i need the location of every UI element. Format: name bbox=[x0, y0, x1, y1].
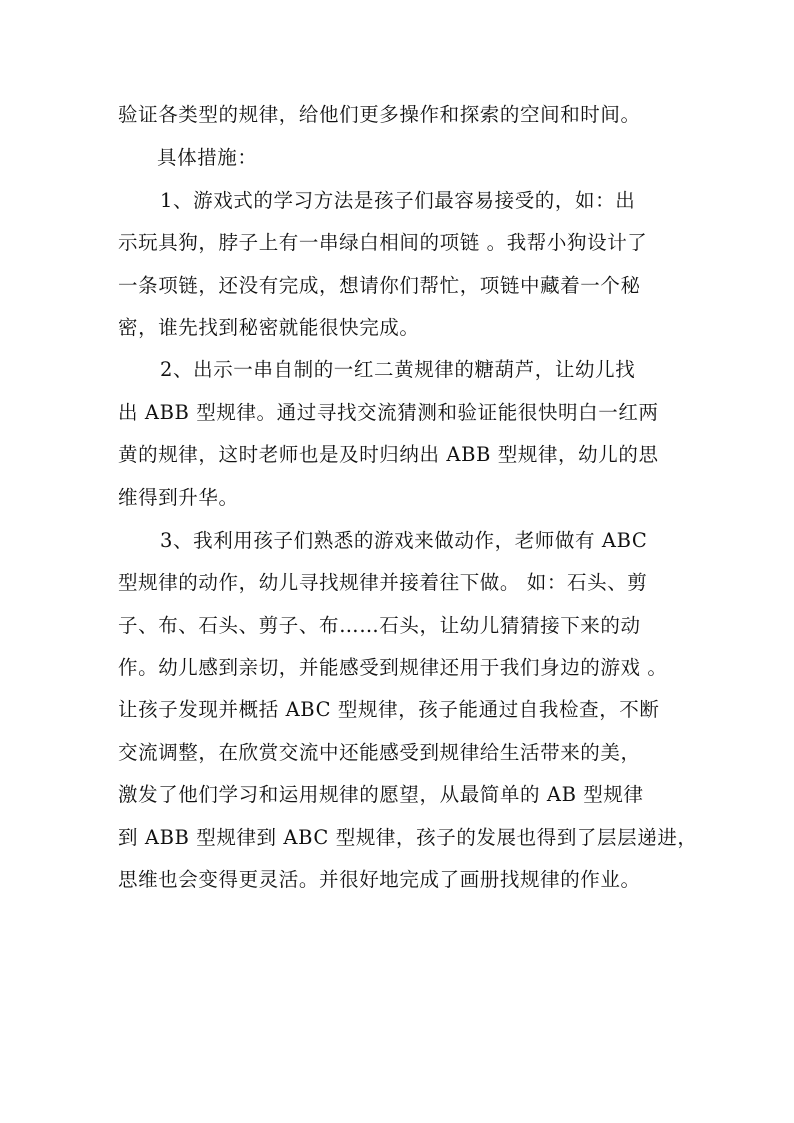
text-line: 密，谁先找到秘密就能很快完成。 bbox=[118, 316, 420, 339]
text-line: 1、游戏式的学习方法是孩子们最容易接受的，如：出 bbox=[160, 189, 636, 212]
text-line: 作。幼儿感到亲切，并能感受到规律还用于我们身边的游戏 。 bbox=[118, 656, 668, 679]
text-line: 维得到升华。 bbox=[118, 486, 239, 509]
text-line: 子、布、石头、剪子、布……石头，让幼儿猜猜接下来的动 bbox=[118, 614, 641, 637]
text-line: 思维也会变得更灵活。并很好地完成了画册找规律的作业。 bbox=[118, 868, 641, 891]
text-line: 3、我利用孩子们熟悉的游戏来做动作，老师做有 ABC bbox=[160, 529, 648, 552]
text-line: 一条项链，还没有完成，想请你们帮忙，项链中藏着一个秘 bbox=[118, 274, 641, 297]
text-line: 验证各类型的规律，给他们更多操作和探索的空间和时间。 bbox=[118, 103, 641, 126]
text-line: 到 ABB 型规律到 ABC 型规律，孩子的发展也得到了层层递进， bbox=[118, 826, 698, 849]
text-line: 激发了他们学习和运用规律的愿望，从最简单的 AB 型规律 bbox=[118, 783, 644, 806]
text-line: 出 ABB 型规律。通过寻找交流猜测和验证能很快明白一红两 bbox=[118, 401, 659, 424]
text-line: 让孩子发现并概括 ABC 型规律，孩子能通过自我检查，不断 bbox=[118, 698, 660, 721]
section-heading: 具体措施： bbox=[157, 146, 258, 169]
text-line: 黄的规律，这时老师也是及时归纳出 ABB 型规律，幼儿的思 bbox=[118, 443, 659, 466]
text-line: 交流调整，在欣赏交流中还能感受到规律给生活带来的美， bbox=[118, 741, 641, 764]
text-line: 2、出示一串自制的一红二黄规律的糖葫芦，让幼儿找 bbox=[160, 358, 636, 381]
text-line: 示玩具狗，脖子上有一串绿白相间的项链 。我帮小狗设计了 bbox=[118, 231, 648, 254]
text-line: 型规律的动作，幼儿寻找规律并接着往下做。 如：石头、剪 bbox=[118, 571, 648, 594]
